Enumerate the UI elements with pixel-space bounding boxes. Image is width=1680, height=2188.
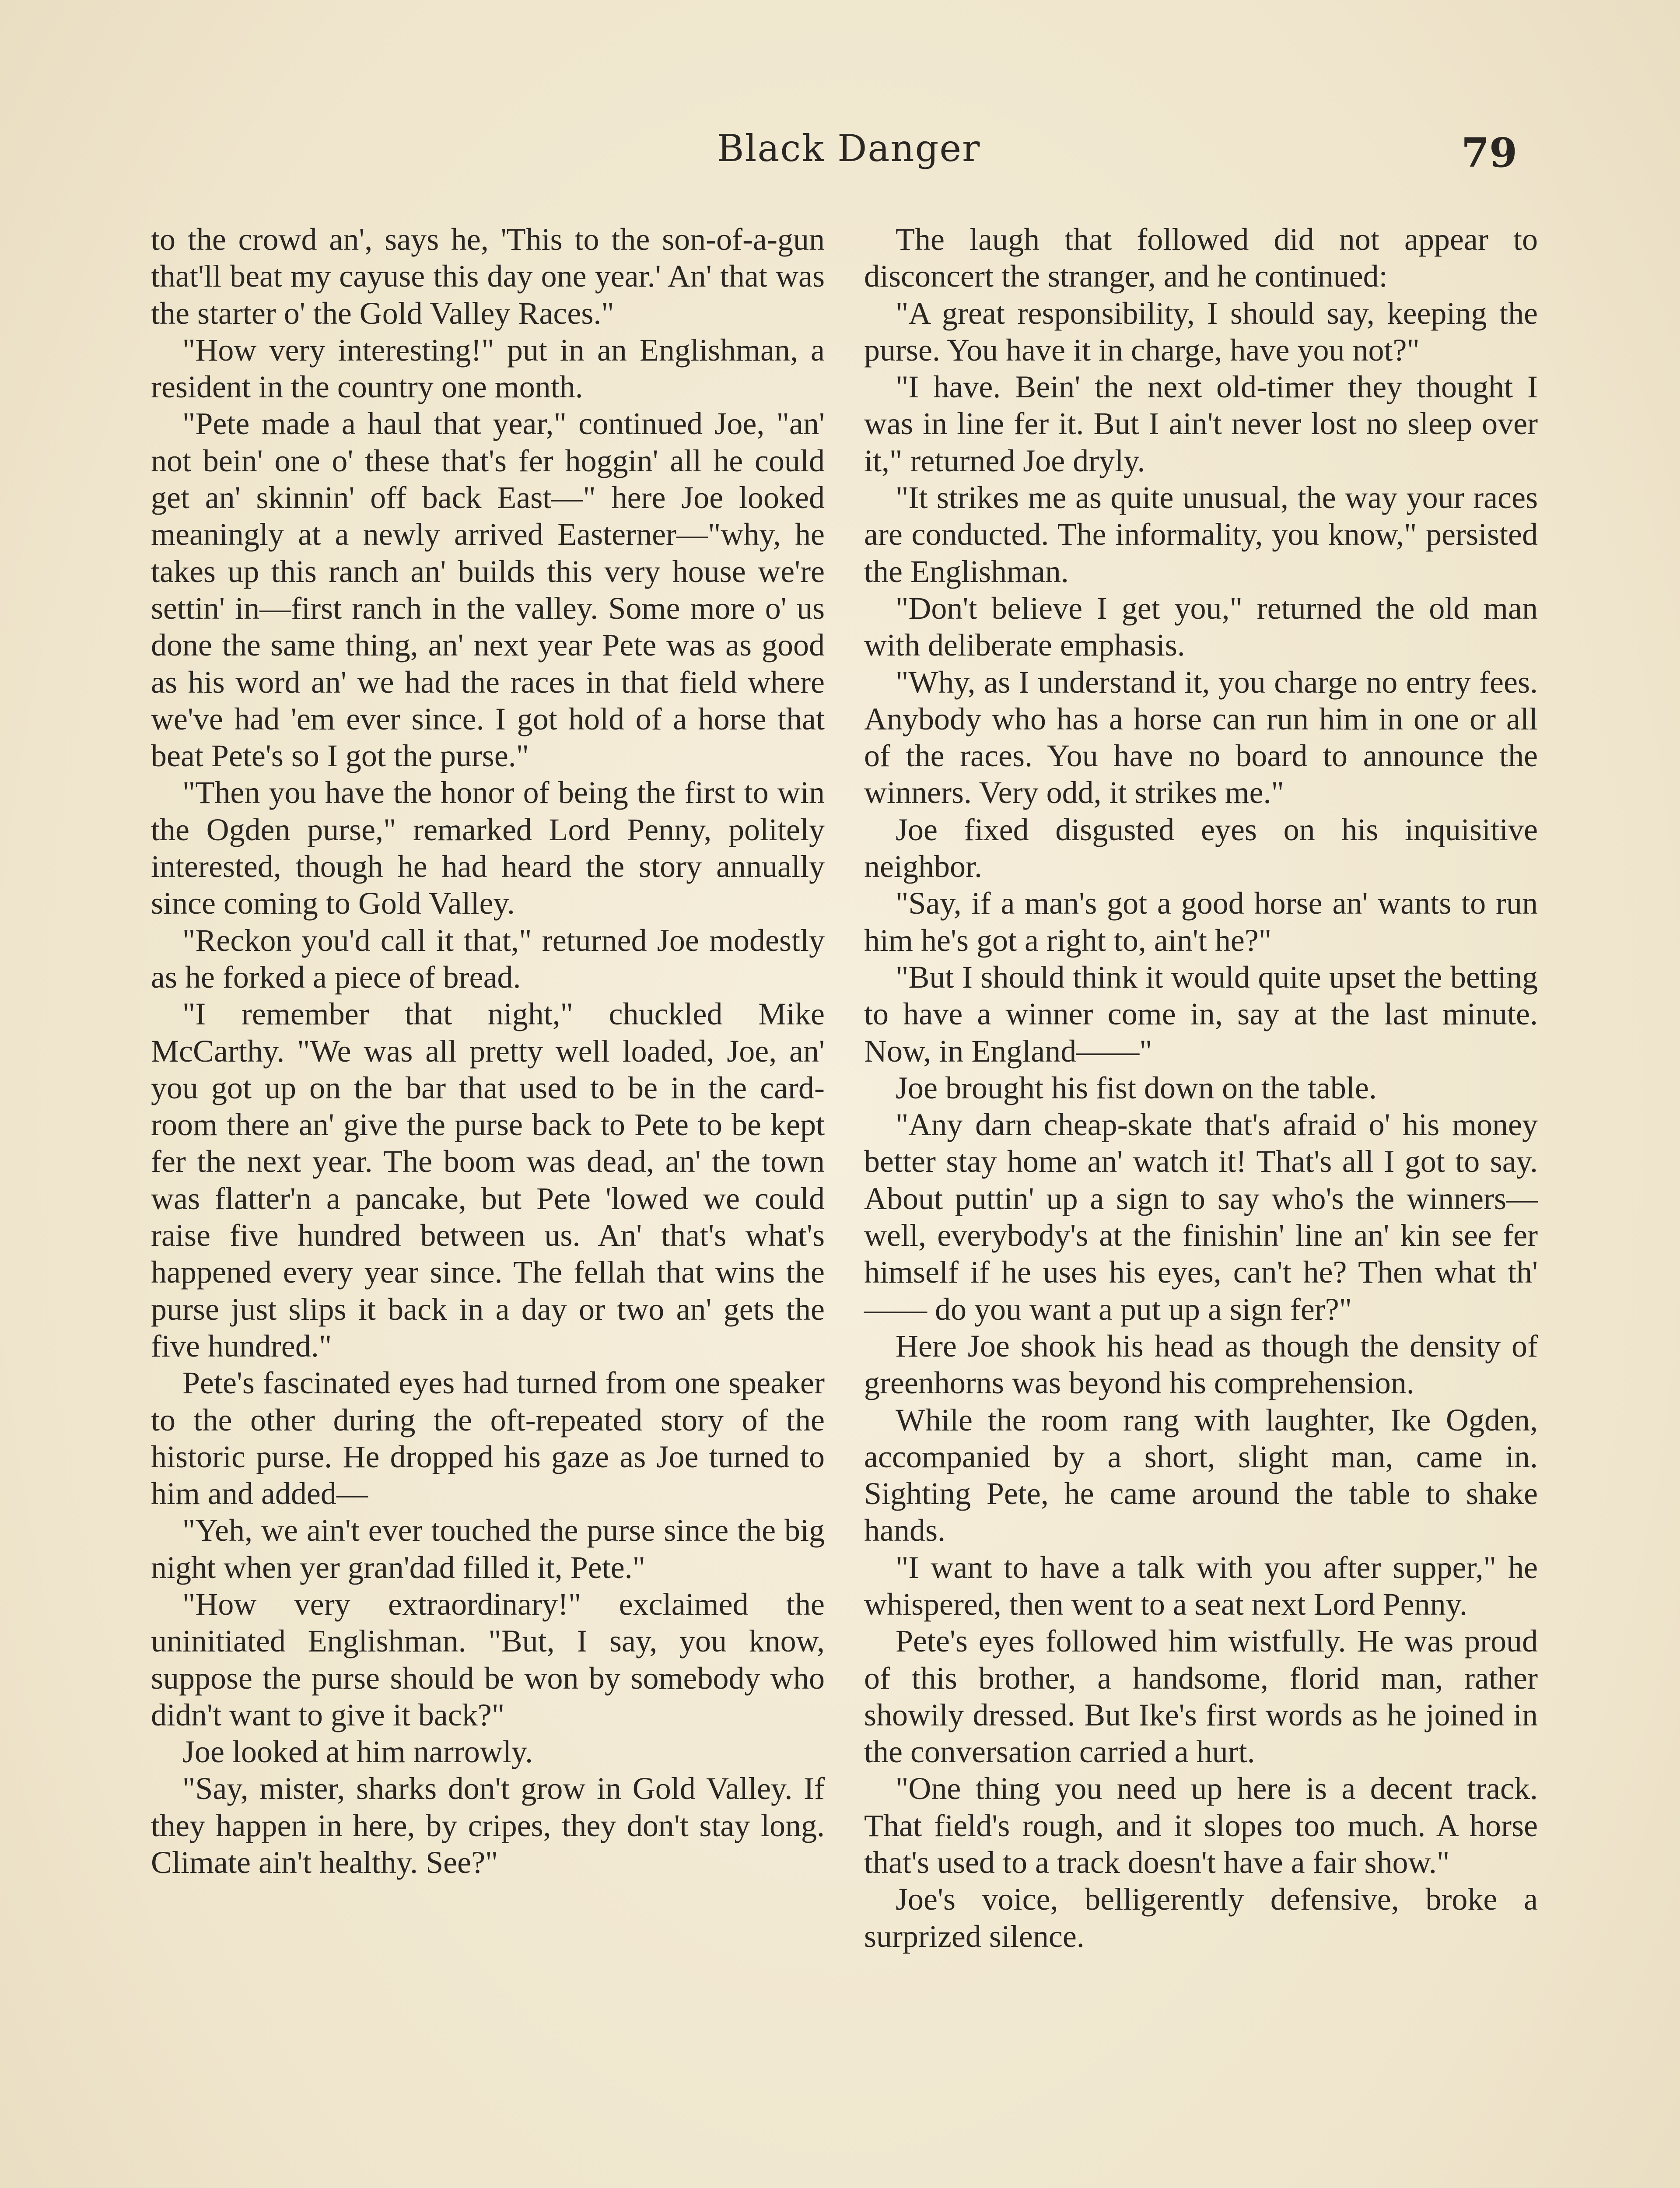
paragraph: Joe fixed disgusted eyes on his inquisitive neighbor. bbox=[864, 812, 1538, 884]
paragraph: "It strikes me as quite unusual, the way your races are conducted. The informality, you know," persisted the Englishman. bbox=[864, 480, 1538, 589]
paragraph: While the room rang with laughter, Ike Ogden, accompanied by a short, slight man, came in. Sighting Pete, he came around the table to shake hands. bbox=[864, 1402, 1538, 1548]
paragraph: "I want to have a talk with you after supper," he whispered, then went to a seat next Lord Penny. bbox=[864, 1550, 1538, 1622]
paragraph: "A great responsibility, I should say, keeping the purse. You have it in charge, have you not?" bbox=[864, 295, 1538, 368]
paragraph: "I remember that night," chuckled Mike McCarthy. "We was all pretty well loaded, Joe, an' you got up on the bar that used to be in the card-room there an' give the purse back to Pete to be kept fer the next year. The boom was dead, an' the town was flatter'n a pancake, but Pete 'lowed we could raise five hundred between us. An' that's what's happened every year since. The fellah that wins the purse just slips it back in a day or two an' gets the five hundred." bbox=[151, 996, 825, 1364]
paragraph: "How very interesting!" put in an Englishman, a resident in the country one month. bbox=[151, 332, 825, 405]
paragraph: "I have. Bein' the next old-timer they thought I was in line fer it. But I ain't never lost no sleep over it," returned Joe dryly. bbox=[864, 369, 1538, 478]
paragraph: "Don't believe I get you," returned the old man with deliberate emphasis. bbox=[864, 590, 1538, 663]
paragraph: "But I should think it would quite upset the betting to have a winner come in, say at the last minute. Now, in England——" bbox=[864, 959, 1538, 1069]
paragraph: "Pete made a haul that year," continued Joe, "an' not bein' one o' these that's fer hoggin' all he could get an' skinnin' off back East—" here Joe looked meaningly at a newly arrived Easterner—"why, he takes up this ranch an' builds this very house we're settin' in—first ranch in the valley. Some more o' us done the same thing, an' next year Pete was as good as his word an' we had the races in that field where we've had 'em ever since. I got hold of a horse that beat Pete's so I got the purse." bbox=[151, 406, 825, 774]
paragraph: to the crowd an', says he, 'This to the son-of-a-gun that'll beat my cayuse this day one year.' An' that was the starter o' the Gold Valley Races." bbox=[151, 222, 825, 331]
paragraph: Here Joe shook his head as though the density of greenhorns was beyond his comprehension. bbox=[864, 1328, 1538, 1401]
paragraph: "Say, mister, sharks don't grow in Gold Valley. If they happen in here, by cripes, they don't stay long. Climate ain't healthy. See?" bbox=[151, 1771, 825, 1880]
paragraph: "How very extraordinary!" exclaimed the uninitiated Englishman. "But, I say, you know, suppose the purse should be won by somebody who didn't want to give it back?" bbox=[151, 1586, 825, 1732]
right-column bbox=[864, 221, 1538, 1955]
paragraph: "Why, as I understand it, you charge no entry fees. Anybody who has a horse can run him in one or all of the races. You have no board to announce the winners. Very odd, it strikes me." bbox=[864, 664, 1538, 810]
running-title: Black Danger bbox=[717, 127, 981, 170]
left-column bbox=[151, 221, 825, 1881]
page-number: 79 bbox=[1461, 129, 1518, 176]
paragraph: Joe brought his fist down on the table. bbox=[896, 1070, 1377, 1105]
paragraph: Pete's eyes followed him wistfully. He was proud of this brother, a handsome, florid man, rather showily dressed. But Ike's first words as he joined in the conversation carried a hurt. bbox=[864, 1623, 1538, 1770]
paragraph: The laugh that followed did not appear to disconcert the stranger, and he continued: bbox=[864, 222, 1538, 294]
paragraph: Joe looked at him narrowly. bbox=[182, 1734, 533, 1770]
paragraph: "Reckon you'd call it that," returned Joe modestly as he forked a piece of bread. bbox=[151, 922, 825, 995]
paragraph: "Any darn cheap-skate that's afraid o' his money better stay home an' watch it! That's all I got to say. About puttin' up a sign to say who's the winners—well, everybody's at the finishin' line an' kin see fer himself if he uses his eyes, can't he? Then what th' —— do you want a put up a sign fer?" bbox=[864, 1107, 1538, 1327]
paragraph: Joe's voice, belligerently defensive, broke a surprized silence. bbox=[864, 1882, 1538, 1954]
paragraph: "Say, if a man's got a good horse an' wants to run him he's got a right to, ain't he?" bbox=[864, 886, 1538, 958]
paragraph: "Then you have the honor of being the first to win the Ogden purse," remarked Lord Penny, politely interested, though he had heard the story annually since coming to Gold Valley. bbox=[151, 775, 825, 921]
paragraph: Pete's fascinated eyes had turned from one speaker to the other during the oft-repeated story of the historic purse. He dropped his gaze as Joe turned to him and added— bbox=[151, 1365, 825, 1511]
paragraph: "One thing you need up here is a decent track. That field's rough, and it slopes too much. A horse that's used to a track doesn't have a fair show." bbox=[864, 1771, 1538, 1880]
paragraph: "Yeh, we ain't ever touched the purse since the big night when yer gran'dad filled it, Pete." bbox=[151, 1513, 825, 1585]
